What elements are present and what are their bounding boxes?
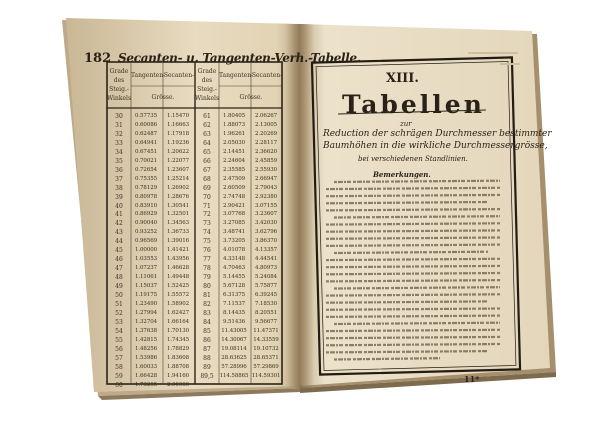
remarks-text-line [326, 202, 488, 203]
table-tangent-cell: 0.90040 [134, 220, 158, 227]
table-degree-cell: 77 [203, 256, 211, 264]
table-degree-cell: 43 [115, 229, 123, 237]
reduction-title-line2: Baumhöhen in die wirkliche Durchmessergrösse, [323, 141, 548, 151]
table-tangent-cell: 3.73205 [222, 238, 246, 245]
table-tangent-cell: 0.83910 [134, 202, 158, 209]
remarks-text-line [326, 344, 500, 345]
remarks-text-line [334, 252, 488, 253]
sheet-signature: 11* [464, 374, 480, 384]
table-secant-cell: 1.94160 [166, 372, 190, 379]
table-secant-cell: 5.75877 [254, 283, 278, 290]
table-secant-cell: 3.07155 [254, 202, 278, 209]
table-tangent-cell: 1.96261 [222, 130, 246, 137]
remarks-text-line [326, 209, 500, 210]
table-secant-cell: 3.42030 [254, 220, 278, 227]
table-tangent-cell: 1.15037 [134, 283, 158, 290]
table-degree-cell: 30 [115, 113, 123, 120]
remarks-text-line [326, 245, 500, 246]
table-secant-cell: 1.62427 [166, 309, 190, 316]
table-degree-cell: 87 [203, 345, 211, 353]
reduction-title-line3: bei verschiedenen Standlinien. [358, 155, 468, 163]
table-tangent-cell: 1.48256 [134, 345, 158, 352]
table-degree-cell: 76 [203, 247, 211, 255]
table-secant-cell: 1.83608 [166, 354, 190, 361]
table-degree-cell: 64 [203, 139, 211, 147]
table-tangent-cell: 3.48741 [222, 229, 246, 236]
table-degree-cell: 79 [203, 274, 211, 282]
table-secant-cell: 1.26902 [166, 184, 190, 191]
page-number: 182 [84, 51, 112, 66]
remarks-text-line [326, 337, 500, 338]
table-secant-cell: 1.70130 [166, 327, 190, 334]
header-magnitude-label: Grösse. [151, 94, 175, 101]
table-tangent-cell: 0.96569 [134, 238, 158, 245]
table-tangent-cell: 0.86929 [134, 211, 158, 218]
table-degree-cell: 41 [115, 211, 123, 219]
table-secant-cell: 1.30541 [166, 202, 190, 209]
table-degree-cell: 37 [115, 175, 123, 183]
table-degree-cell: 57 [115, 354, 123, 362]
table-secant-cell: 2.45859 [254, 157, 278, 164]
remarks-text-line [326, 316, 500, 317]
table-degree-cell: 62 [203, 121, 211, 129]
table-secant-cell: 2.79043 [254, 184, 278, 191]
header-grade-label: Steig.- [197, 86, 217, 93]
remarks-text-line [326, 230, 500, 231]
remarks-text-line [326, 301, 488, 302]
table-tangent-cell: 9.51436 [222, 318, 246, 325]
table-degree-cell: 68 [203, 175, 211, 183]
table-tangent-cell: 0.67451 [134, 148, 158, 155]
table-degree-cell: 75 [203, 238, 211, 246]
table-degree-cell: 53 [115, 318, 123, 326]
table-tangent-cell: 2.05030 [222, 139, 246, 146]
table-secant-cell: 1.55572 [166, 292, 190, 298]
table-tangent-cell: 1.03553 [134, 256, 158, 263]
table-secant-cell: 1.32501 [166, 211, 190, 218]
table-secant-cell: 2.00000 [166, 381, 190, 388]
table-degree-cell: 31 [115, 121, 123, 129]
table-tangent-cell: 0.57735 [134, 113, 158, 119]
table-degree-cell: 66 [203, 157, 211, 165]
table-degree-cell: 58 [115, 363, 123, 371]
table-degree-cell: 84 [203, 318, 211, 326]
table-tangent-cell: 4.70463 [222, 265, 246, 272]
table-degree-cell: 38 [115, 184, 123, 192]
table-tangent-cell: 11.43005 [221, 327, 247, 334]
table-secant-cell: 1.25214 [166, 175, 190, 182]
table-degree-cell: 78 [203, 265, 211, 273]
table-secant-cell: 11.47371 [253, 327, 279, 334]
table-secant-cell: 2.20269 [254, 130, 278, 137]
table-tangent-cell: 2.60509 [222, 184, 246, 191]
table-degree-cell: 33 [115, 139, 123, 147]
table-secant-cell: 3.62796 [254, 229, 278, 236]
table-degree-cell: 47 [115, 265, 123, 273]
table-secant-cell: 4.44541 [254, 256, 278, 263]
table-degree-cell: 63 [203, 130, 211, 138]
table-tangent-cell: 1.19175 [134, 292, 158, 298]
table-degree-cell: 42 [115, 220, 123, 228]
table-degree-cell: 81 [203, 292, 211, 299]
table-secant-cell: 1.74345 [166, 336, 190, 343]
table-tangent-cell: 1.27994 [134, 309, 158, 316]
table-degree-cell: 39 [115, 193, 123, 201]
remarks-text-line [326, 280, 500, 281]
header-secant-label: Secanten- [163, 72, 195, 79]
table-secant-cell: 1.58902 [166, 300, 190, 307]
remarks-text-line [326, 273, 500, 274]
header-grade-label: des [201, 77, 213, 84]
table-tangent-cell: 1.07237 [134, 265, 158, 272]
table-degree-cell: 82 [203, 300, 211, 308]
table-tangent-cell: 2.35585 [222, 166, 246, 173]
header-grade-label: des [113, 77, 125, 84]
table-degree-cell: 45 [115, 247, 123, 255]
header-tangent-label: Tangenten- [131, 72, 166, 79]
remarks-text-line [326, 223, 500, 224]
remarks-text-line [334, 287, 500, 288]
reduction-title-line1: Reduction der schrägen Durchmesser bestimmter [323, 129, 552, 139]
table-tangent-cell: 0.93252 [134, 229, 158, 236]
table-secant-cell: 2.36620 [254, 148, 278, 155]
table-degree-cell: 83 [203, 309, 211, 317]
table-degree-cell: 85 [203, 327, 211, 335]
table-secant-cell: 8.20551 [254, 309, 278, 316]
header-grade-label: Grade [197, 68, 217, 75]
table-tangent-cell: 1.32704 [134, 318, 158, 325]
table-secant-cell: 2.13005 [254, 121, 278, 128]
table-degree-cell: 74 [203, 229, 211, 237]
table-secant-cell: 1.49448 [166, 274, 190, 281]
table-secant-cell: 114.59301 [251, 372, 281, 379]
table-degree-cell: 65 [203, 148, 211, 156]
table-secant-cell: 1.39016 [166, 238, 190, 245]
table-secant-cell: 2.55930 [254, 166, 278, 173]
table-degree-cell: 56 [115, 345, 123, 353]
table-secant-cell: 28.65371 [253, 354, 279, 361]
table-degree-cell: 49 [115, 283, 123, 291]
table-secant-cell: 3.86370 [254, 238, 278, 245]
table-secant-cell: 19.10732 [253, 345, 279, 352]
table-degree-cell: 36 [115, 166, 123, 174]
table-degree-cell: 67 [203, 166, 211, 174]
section-number: XIII. [386, 71, 419, 86]
table-degree-cell: 48 [115, 274, 123, 282]
table-secant-cell: 5.24084 [254, 274, 278, 281]
table-secant-cell: 14.33559 [253, 336, 279, 343]
table-secant-cell: 1.41421 [166, 247, 190, 254]
remarks-text-line [334, 323, 500, 324]
table-tangent-cell: 1.11061 [134, 274, 158, 281]
table-tangent-cell: 2.90421 [222, 202, 246, 209]
table-tangent-cell: 0.80978 [134, 193, 158, 200]
table-tangent-cell: 28.63625 [221, 354, 247, 361]
table-secant-cell: 1.66164 [166, 318, 190, 325]
table-tangent-cell: 1.23490 [134, 300, 158, 307]
table-secant-cell: 4.13357 [254, 247, 278, 254]
table-tangent-cell: 1.53986 [134, 354, 158, 361]
table-secant-cell: 1.46628 [166, 265, 190, 272]
table-tangent-cell: 5.67128 [222, 283, 246, 290]
section-title: Tabellen [342, 90, 485, 119]
table-degree-cell: 51 [115, 300, 123, 308]
table-degree-cell: 70 [203, 193, 211, 201]
table-secant-cell: 2.06267 [254, 113, 278, 119]
table-tangent-cell: 0.70021 [134, 157, 158, 164]
header-secant-label: Secanten- [251, 72, 283, 79]
table-tangent-cell: 0.75355 [134, 175, 158, 182]
table-secant-cell: 1.36733 [166, 229, 190, 236]
table-secant-cell: 2.28117 [254, 139, 278, 146]
table-degree-cell: 46 [115, 256, 123, 264]
remarks-text-line [334, 358, 440, 359]
table-secant-cell: 1.20622 [166, 148, 190, 155]
table-tangent-cell: 114.58865 [219, 372, 249, 379]
table-tangent-cell: 57.28996 [221, 363, 247, 370]
table-tangent-cell: 1.80405 [222, 113, 246, 119]
table-degree-cell: 60 [115, 381, 123, 389]
table-secant-cell: 2.92380 [254, 193, 278, 200]
running-head: Secanten- u. Tangenten-Verh.-Tabelle. [118, 51, 361, 65]
header-grade-label: Winkels [107, 95, 132, 102]
table-tangent-cell: 1.42815 [134, 336, 158, 343]
table-secant-cell: 1.19236 [166, 139, 190, 146]
table-degree-cell: 69 [203, 184, 211, 192]
remarks-text-line [326, 188, 500, 189]
table-tangent-cell: 2.24604 [222, 157, 246, 164]
remarks-text-line [326, 238, 500, 239]
table-tangent-cell: 4.33148 [222, 256, 246, 263]
table-tangent-cell: 8.14435 [222, 309, 246, 316]
remarks-text-line [326, 195, 500, 196]
remarks-heading: Bemerkungen. [373, 170, 431, 179]
table-degree-cell: 88 [203, 354, 211, 362]
table-tangent-cell: 0.72654 [134, 166, 158, 173]
subtitle-zur: zur [400, 120, 412, 128]
table-tangent-cell: 2.47509 [222, 175, 246, 182]
table-tangent-cell: 5.14455 [222, 274, 246, 281]
table-tangent-cell: 0.60086 [134, 121, 158, 128]
table-tangent-cell: 3.07768 [222, 211, 246, 218]
remarks-text-line [326, 330, 500, 331]
table-tangent-cell: 7.11537 [222, 300, 246, 307]
table-degree-cell: 89,5 [200, 372, 214, 380]
remarks-text-line [326, 294, 500, 295]
table-tangent-cell: 2.74748 [222, 193, 246, 200]
table-secant-cell: 1.52425 [166, 283, 190, 290]
table-tangent-cell: 1.37638 [134, 327, 158, 334]
header-magnitude-label: Grösse. [239, 94, 263, 101]
table-tangent-cell: 1.88073 [222, 121, 246, 128]
header-grade-label: Winkels [195, 95, 220, 102]
table-tangent-cell: 1.73205 [134, 381, 158, 388]
table-tangent-cell: 1.66428 [134, 372, 158, 379]
table-secant-cell: 57.29869 [253, 363, 279, 370]
table-secant-cell: 1.28676 [166, 193, 190, 200]
table-secant-cell: 1.17918 [166, 130, 190, 137]
table-tangent-cell: 6.31375 [222, 292, 246, 298]
header-grade-label: Grade [109, 68, 129, 75]
table-secant-cell: 6.39245 [254, 292, 278, 298]
table-secant-cell: 1.43956 [166, 256, 190, 263]
table-secant-cell: 7.18530 [254, 300, 278, 307]
remarks-text-line [326, 259, 500, 260]
table-degree-cell: 32 [115, 130, 123, 138]
table-degree-cell: 34 [115, 148, 123, 156]
table-secant-cell: 1.22077 [166, 157, 190, 164]
table-tangent-cell: 0.62487 [134, 130, 158, 137]
remarks-text-line [326, 351, 488, 352]
remarks-text-line [334, 216, 500, 217]
table-degree-cell: 59 [115, 372, 123, 380]
header-tangent-label: Tangenten- [219, 72, 254, 79]
table-secant-cell: 1.78829 [166, 345, 190, 352]
table-secant-cell: 1.16663 [166, 121, 190, 128]
table-tangent-cell: 3.27085 [222, 220, 246, 227]
table-secant-cell: 4.80973 [254, 265, 278, 272]
table-degree-cell: 50 [115, 292, 123, 299]
remarks-text-line [326, 266, 500, 267]
remarks-text-line [334, 181, 500, 182]
table-tangent-cell: 4.01078 [222, 247, 246, 254]
table-degree-cell: 71 [203, 202, 211, 210]
table-tangent-cell: 19.08114 [221, 345, 247, 352]
table-degree-cell: 54 [115, 327, 123, 335]
table-degree-cell: 73 [203, 220, 211, 228]
table-degree-cell: 35 [115, 157, 123, 165]
table-tangent-cell: 1.00000 [134, 247, 158, 254]
table-degree-cell: 40 [115, 202, 123, 210]
table-degree-cell: 55 [115, 336, 123, 344]
header-grade-label: Steig.- [109, 86, 129, 93]
table-degree-cell: 72 [203, 211, 211, 219]
table-degree-cell: 61 [203, 113, 211, 120]
table-tangent-cell: 0.78129 [134, 184, 158, 191]
table-secant-cell: 1.88708 [166, 363, 190, 370]
table-secant-cell: 2.66947 [254, 175, 278, 182]
table-degree-cell: 80 [203, 283, 211, 291]
table-tangent-cell: 2.14451 [222, 148, 246, 155]
spine-gutter [286, 24, 314, 388]
table-degree-cell: 86 [203, 336, 211, 344]
table-tangent-cell: 1.60033 [134, 363, 158, 370]
table-secant-cell: 1.23607 [166, 166, 190, 173]
table-secant-cell: 3.23607 [254, 211, 278, 218]
table-tangent-cell: 14.30067 [221, 336, 247, 343]
table-degree-cell: 44 [115, 238, 123, 246]
table-secant-cell: 9.56677 [254, 318, 278, 325]
remarks-text-line [326, 309, 500, 310]
table-degree-cell: 89 [203, 363, 211, 371]
table-tangent-cell: 0.64941 [134, 139, 158, 146]
table-secant-cell: 1.15470 [166, 113, 190, 119]
table-degree-cell: 52 [115, 309, 123, 317]
table-secant-cell: 1.34563 [166, 220, 190, 227]
